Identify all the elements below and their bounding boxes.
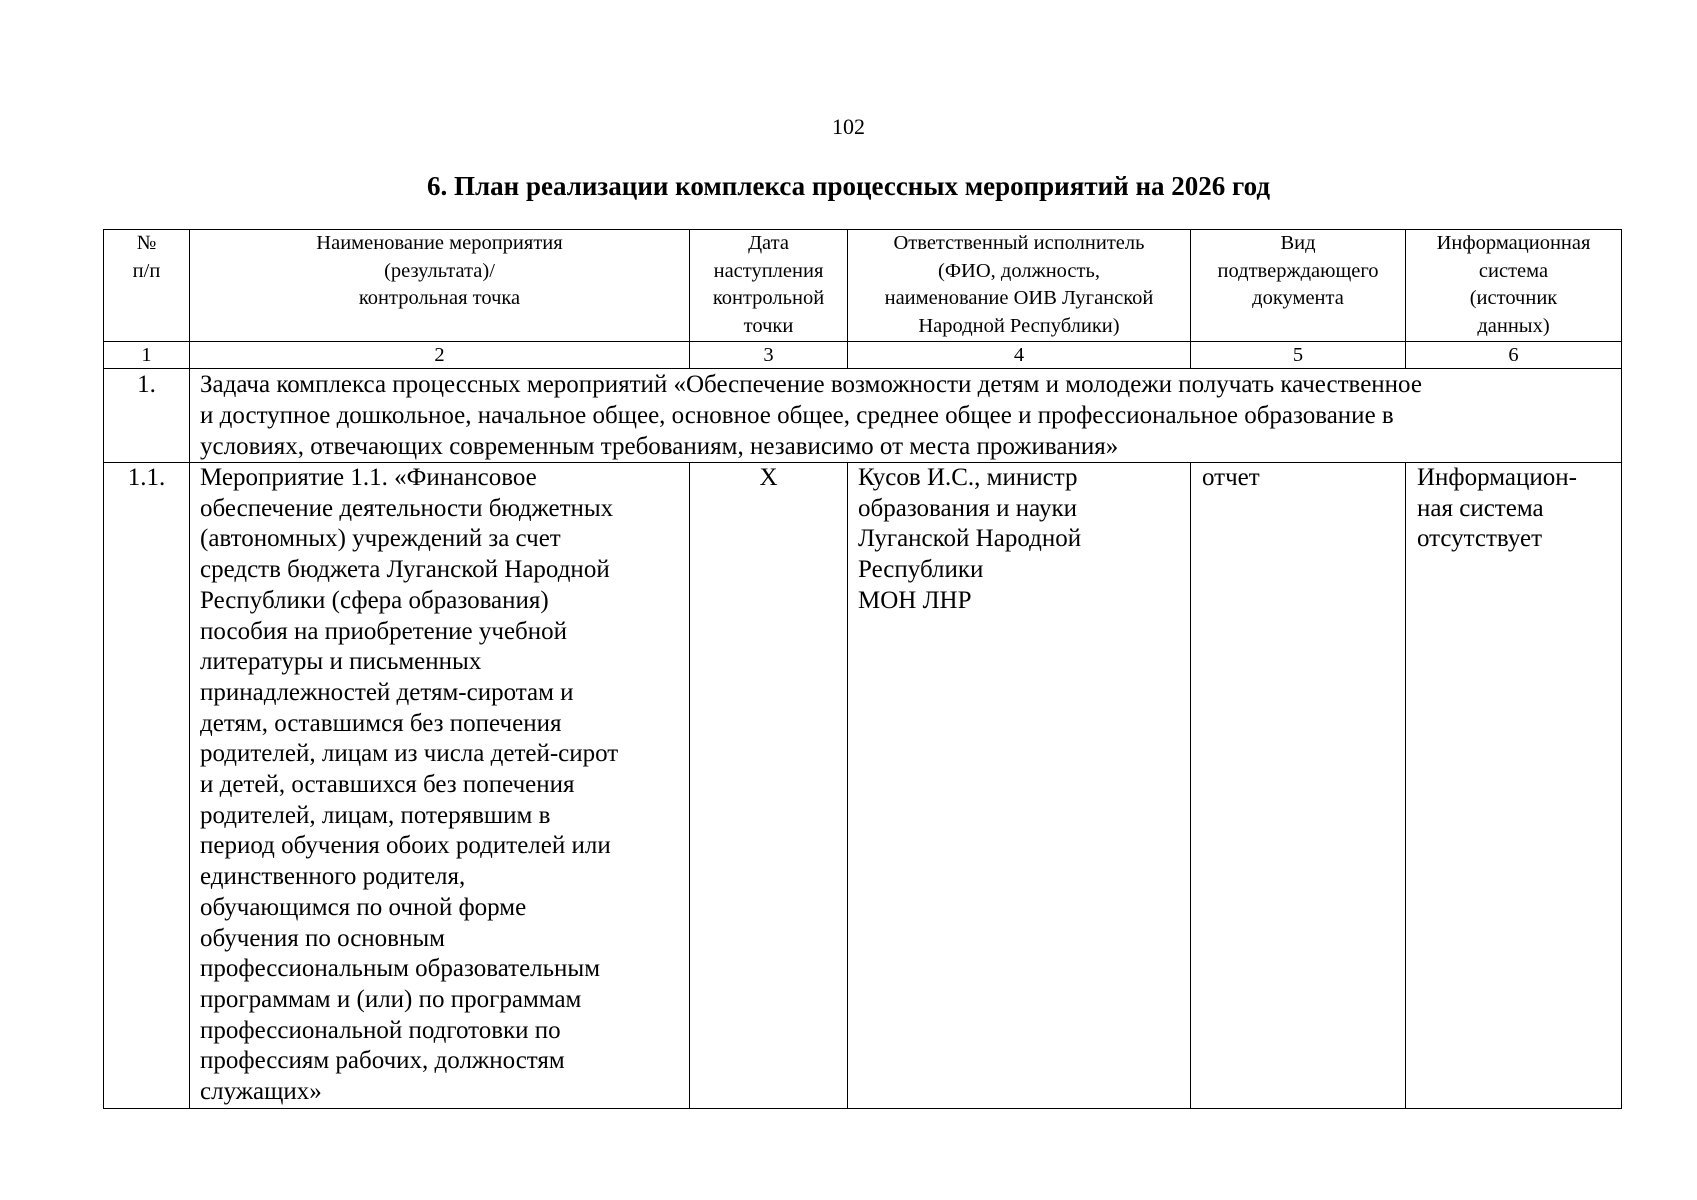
event-responsible: Кусов И.С., министр образования и науки Луганской Народной Республики МОН ЛНР <box>848 463 1191 1109</box>
header-row <box>104 230 1622 342</box>
document-title: 6. План реализации комплекса процессных мероприятий на 2026 год <box>427 171 1270 201</box>
event-number: 1.1. <box>104 463 190 1109</box>
task-row <box>104 369 1622 463</box>
event-document: отчет <box>1191 463 1406 1109</box>
page-number: 102 <box>832 114 865 139</box>
header-cell-number: № п/п <box>104 230 190 342</box>
event-row <box>104 463 1622 1109</box>
task-description: Задача комплекса процессных мероприятий «Обеспечение возможности детям и молодежи получать качественное и доступное дошкольное, начальное общее, основное общее, среднее общее и профессиональное образование в условиях, отвечающих современным требованиям, независимо от места проживания» <box>190 369 1622 463</box>
event-info-system: Информацион- ная система отсутствует <box>1406 463 1622 1109</box>
column-number: 1 <box>104 342 190 369</box>
column-number-row <box>104 342 1622 369</box>
column-number: 4 <box>848 342 1191 369</box>
column-number: 3 <box>690 342 848 369</box>
header-cell-name: Наименование мероприятия (результата)/ контрольная точка <box>190 230 690 342</box>
column-number: 6 <box>1406 342 1622 369</box>
header-cell-info-system: Информационная система (источник данных) <box>1406 230 1622 342</box>
plan-table <box>103 229 1622 1109</box>
column-number: 2 <box>190 342 690 369</box>
event-name: Мероприятие 1.1. «Финансовое обеспечение деятельности бюджетных (автономных) учреждений за счет средств бюджета Луганской Народной Республики (сфера образования) пособия на приобретение учебной литературы и письменных принадлежностей детям-сиротам и детям, оставшимся без попечения родителей, лицам из числа детей-сирот и детей, оставшихся без попечения родителей, лицам, потерявшим в период обучения обоих родителей или единственного родителя, обучающимся по очной форме обучения по основным профессиональным образовательным программам и (или) по программам профессиональной подготовки по профессиям рабочих, должностям служащих» <box>190 463 690 1109</box>
header-cell-responsible: Ответственный исполнитель (ФИО, должность, наименование ОИВ Луганской Народной Республики) <box>848 230 1191 342</box>
task-number: 1. <box>104 369 190 463</box>
header-cell-date: Дата наступления контрольной точки <box>690 230 848 342</box>
column-number: 5 <box>1191 342 1406 369</box>
header-cell-document: Вид подтверждающего документа <box>1191 230 1406 342</box>
event-date: X <box>690 463 848 1109</box>
